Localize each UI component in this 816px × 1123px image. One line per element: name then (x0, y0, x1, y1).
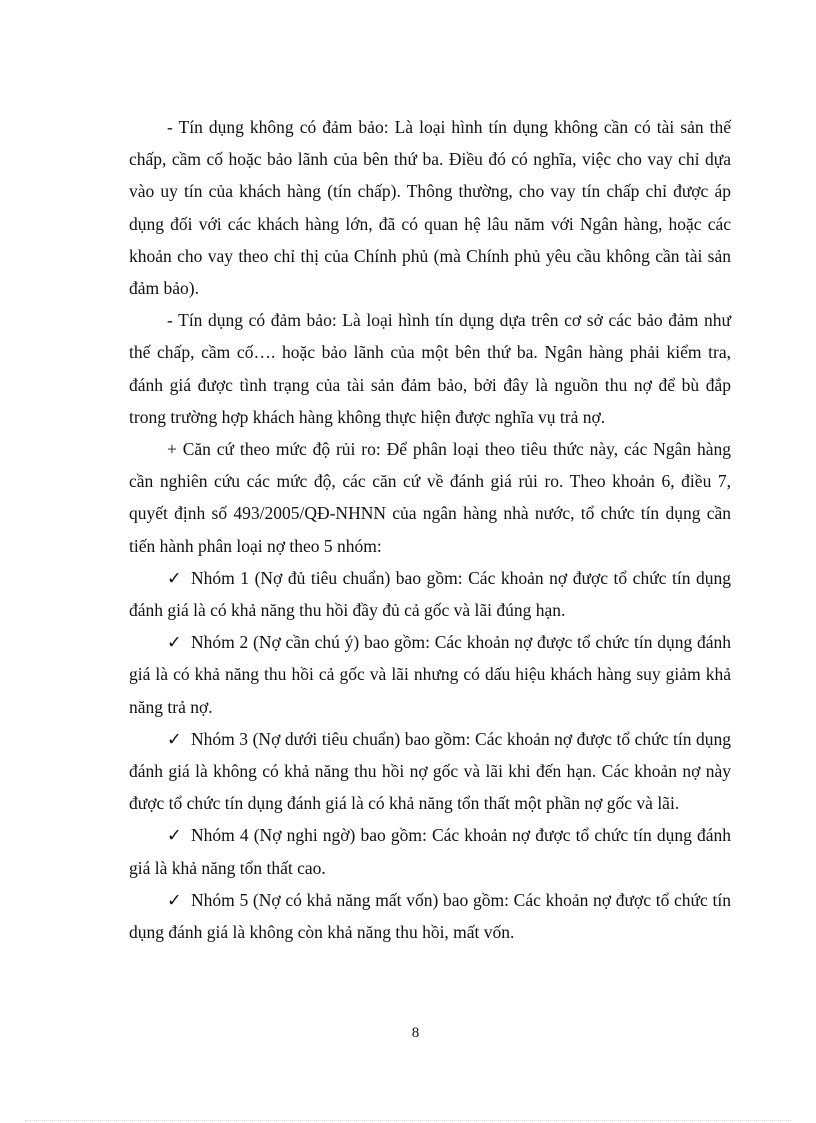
list-item-group-1 (129, 562, 731, 626)
list-item-text: Nhóm 3 (Nợ dưới tiêu chuẩn) bao gồm: Các khoản nợ được tổ chức tín dụng đánh giá là không có khả năng thu hồi nợ gốc và lãi khi đến hạn. Các khoản nợ này được tổ chức tín dụng đánh giá là có khả năng tổn thất một phần nợ gốc và lãi. (129, 728, 731, 814)
checkmark-icon: ✓ (167, 632, 182, 653)
list-item-group-4 (129, 819, 731, 883)
paragraph-unsecured-credit: - Tín dụng không có đảm bảo: Là loại hình tín dụng không cần có tài sản thế chấp, cầm cố hoặc bảo lãnh của bên thứ ba. Điều đó có nghĩa, việc cho vay chỉ dựa vào uy tín của khách hàng (tín chấp). Thông thường, cho vay tín chấp chỉ được áp dụng đối với các khách hàng lớn, đã có quan hệ lâu năm với Ngân hàng, hoặc các khoản cho vay theo chỉ thị của Chính phủ (mà Chính phủ yêu cầu không cần tài sản đảm bảo). (129, 117, 731, 299)
list-item-group-5 (129, 884, 731, 948)
checkmark-icon: ✓ (167, 889, 182, 910)
list-item-text: Nhóm 1 (Nợ đủ tiêu chuẩn) bao gồm: Các khoản nợ được tổ chức tín dụng đánh giá là có khả năng thu hồi đầy đủ cả gốc và lãi đúng hạn. (129, 567, 731, 621)
checkmark-icon: ✓ (167, 825, 182, 846)
list-item-text: Nhóm 4 (Nợ nghi ngờ) bao gồm: Các khoản nợ được tổ chức tín dụng đánh giá là khả năng tổn thất cao. (129, 825, 731, 878)
list-item-text: Nhóm 5 (Nợ có khả năng mất vốn) bao gồm: Các khoản nợ được tổ chức tín dụng đánh giá là không còn khả năng thu hồi, mất vốn. (129, 889, 731, 943)
paragraph-risk-classification: + Căn cứ theo mức độ rủi ro: Để phân loại theo tiêu thức này, các Ngân hàng cần nghiên cứu các mức độ, các căn cứ về đánh giá rủi ro. Theo khoản 6, điều 7, quyết định số 493/2005/QĐ-NHNN của ngân hàng nhà nước, tổ chức tín dụng cần tiến hành phân loại nợ theo 5 nhóm: (129, 439, 731, 556)
page-divider (25, 1120, 791, 1121)
list-item-group-3 (129, 723, 731, 820)
list-item-text: Nhóm 2 (Nợ cần chú ý) bao gồm: Các khoản nợ được tổ chức tín dụng đánh giá là có khả năng thu hồi cả gốc và lãi nhưng có dấu hiệu khách hàng suy giảm khả năng trả nợ. (129, 632, 731, 717)
checkmark-icon: ✓ (167, 728, 182, 749)
document-body (129, 111, 731, 948)
list-item-group-2 (129, 626, 731, 723)
paragraph-secured-credit: - Tín dụng có đảm bảo: Là loại hình tín dụng dựa trên cơ sở các bảo đảm như thế chấp, cầm cố…. hoặc bảo lãnh của một bên thứ ba. Ngân hàng phải kiểm tra, đánh giá được tình trạng của tài sản đảm bảo, bởi đây là nguồn thu nợ để bù đắp trong trường hợp khách hàng không thực hiện được nghĩa vụ trả nợ. (129, 310, 731, 427)
checkmark-icon: ✓ (167, 567, 182, 588)
page-number: 8 (411, 1025, 420, 1041)
